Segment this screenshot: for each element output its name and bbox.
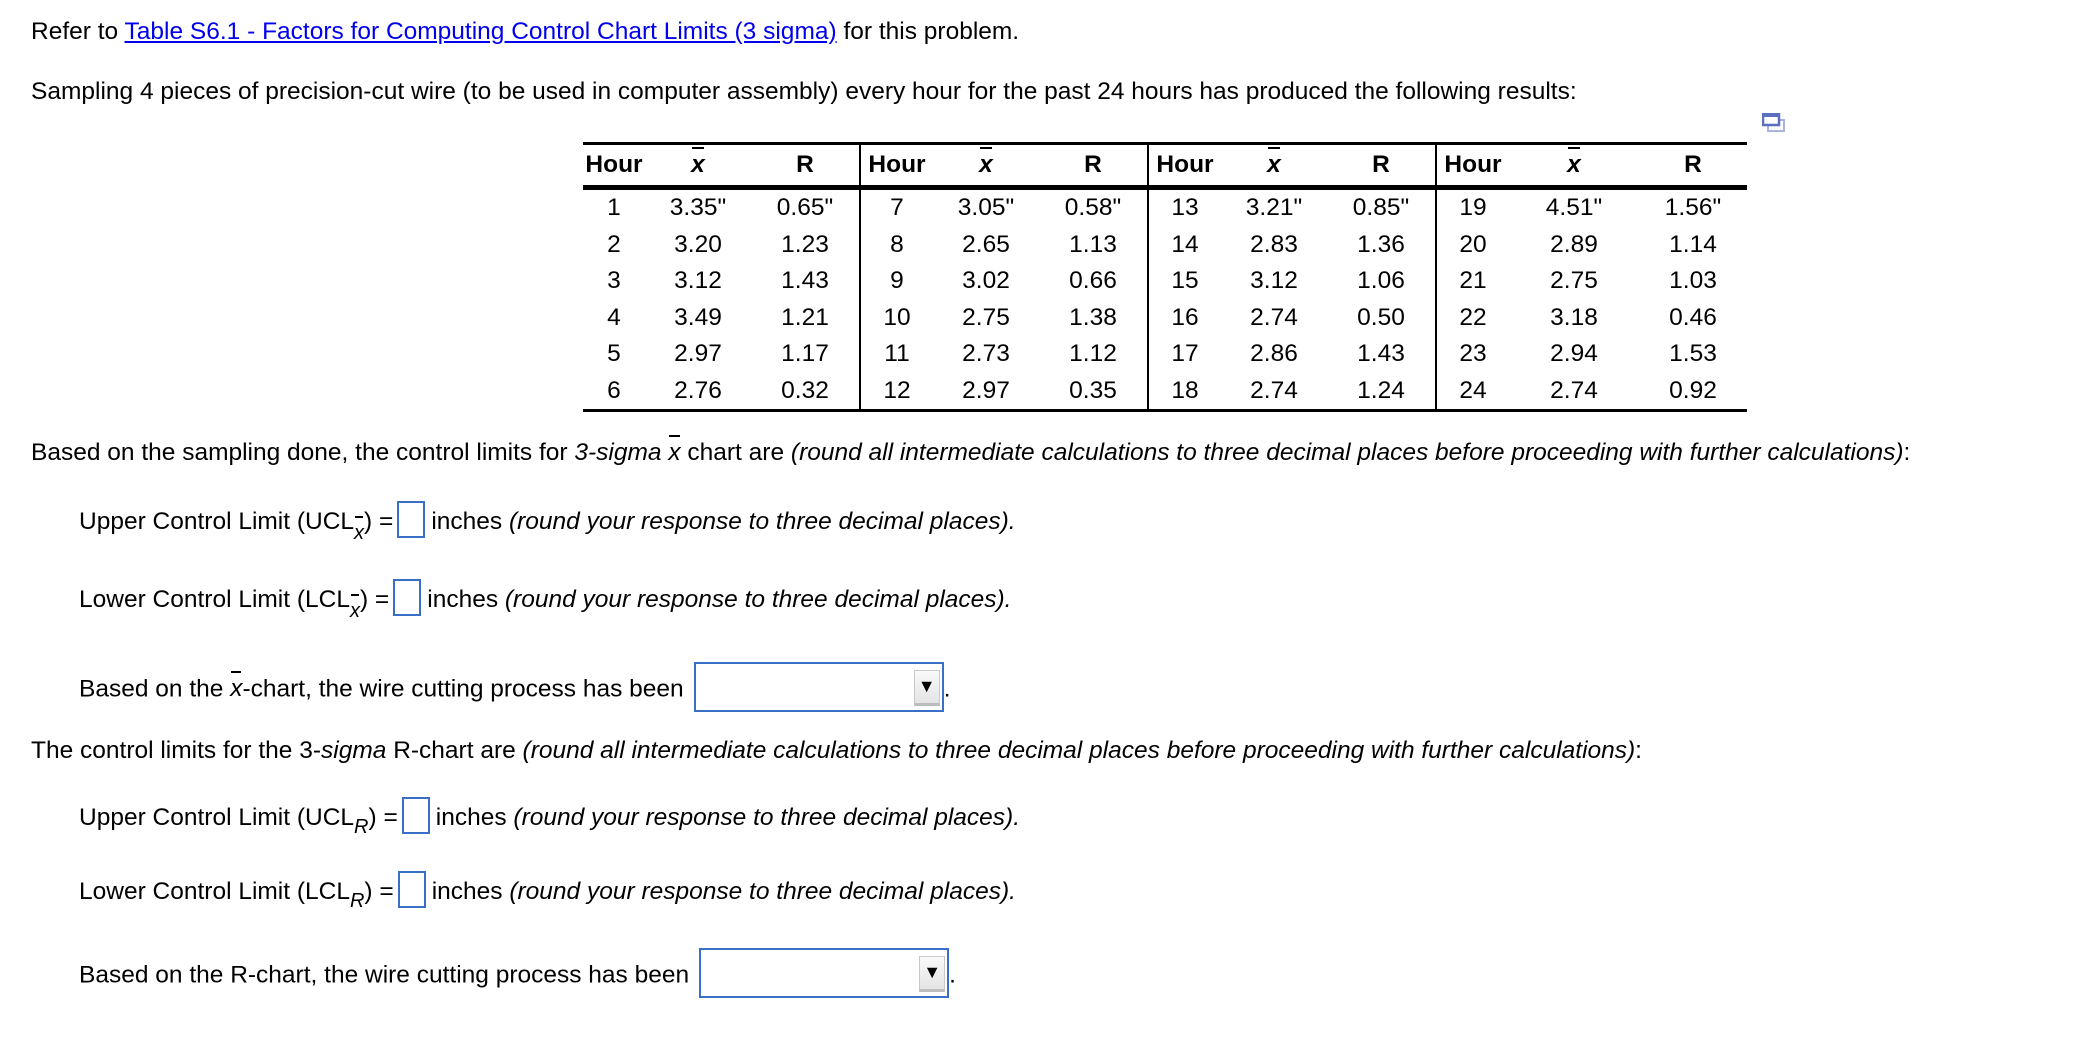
col-xbar: x (933, 144, 1039, 188)
col-range: R (1327, 144, 1436, 188)
ucl-xbar-input[interactable] (397, 501, 425, 538)
lcl-r-row: Lower Control Limit $(LCL_R)$ = inches (round your response to three decimal places). (79, 874, 1016, 911)
table-row: 1 3.35" 0.65" 7 3.05" 0.58" 13 3.21" 0.85" 19 4.51" 1.56" (583, 188, 1747, 227)
col-hour: Hour (1148, 144, 1221, 188)
lcl-xbar-input[interactable] (393, 579, 421, 616)
col-range: R (1639, 144, 1747, 188)
xbar-process-state-dropdown[interactable] (694, 662, 944, 712)
table-row: 6 2.76 0.32 12 2.97 0.35 18 2.74 1.24 24 2.74 0.92 (583, 373, 1747, 411)
col-range: R (751, 144, 860, 188)
table-row: 3 3.12 1.43 9 3.02 0.66 15 3.12 1.06 21 2.75 1.03 (583, 263, 1747, 300)
col-xbar: x (1221, 144, 1327, 188)
col-hour: Hour (860, 144, 933, 188)
table-row: 2 3.20 1.23 8 2.65 1.13 14 2.83 1.36 20 2.89 1.14 (583, 227, 1747, 264)
dropdown-arrow-icon[interactable]: ▼ (914, 670, 940, 706)
r-conclusion-row: Based on the R-chart, the wire cutting process has been ▼ . (79, 951, 956, 1001)
table-row: 5 2.97 1.17 11 2.73 1.12 17 2.86 1.43 23 2.94 1.53 (583, 336, 1747, 373)
col-range: R (1039, 144, 1148, 188)
xbar-conclusion-row: Based on the x-chart, the wire cutting process has been ▼ . (79, 665, 951, 715)
table-row: 4 3.49 1.21 10 2.75 1.38 16 2.74 0.50 22 3.18 0.46 (583, 300, 1747, 337)
r-process-state-dropdown[interactable] (699, 948, 949, 998)
ucl-r-input[interactable] (402, 797, 430, 834)
ucl-xbar-row: Upper Control Limit (UCLx) = inches (round your response to three decimal places). (79, 504, 1016, 541)
wire-sampling-table (583, 142, 1747, 412)
col-hour: Hour (1436, 144, 1509, 188)
col-xbar: x (645, 144, 751, 188)
intro-text: Refer to Table S6.1 - Factors for Computing Control Chart Limits (3 sigma) for this problem. (31, 18, 1020, 45)
table-header-row (583, 144, 1747, 188)
dropdown-arrow-icon[interactable]: ▼ (919, 956, 945, 992)
lcl-xbar-row: Lower Control Limit (LCLx) = inches (round your response to three decimal places). (79, 582, 1011, 619)
col-xbar: x (1509, 144, 1639, 188)
xbar-chart-instructions: Based on the sampling done, the control limits for 3-sigma x chart are (round all intermediate calculations to three decimal places before proceeding with further calculations): (31, 439, 1911, 466)
col-hour: Hour (583, 144, 645, 188)
copy-table-icon[interactable] (1762, 113, 1786, 133)
ucl-r-row: Upper Control Limit $(UCL_R)$ = inches (round your response to three decimal places). (79, 800, 1020, 837)
r-chart-instructions: The control limits for the 3-sigma R-chart are (round all intermediate calculations to three decimal places before proceeding with further calculations): (31, 737, 1642, 764)
lcl-r-input[interactable] (398, 871, 426, 908)
factors-table-link[interactable]: Table S6.1 - Factors for Computing Control Chart Limits (3 sigma) (124, 18, 837, 45)
problem-statement: Sampling 4 pieces of precision-cut wire (to be used in computer assembly) every hour for the past 24 hours has produced the following results: (31, 78, 1577, 105)
